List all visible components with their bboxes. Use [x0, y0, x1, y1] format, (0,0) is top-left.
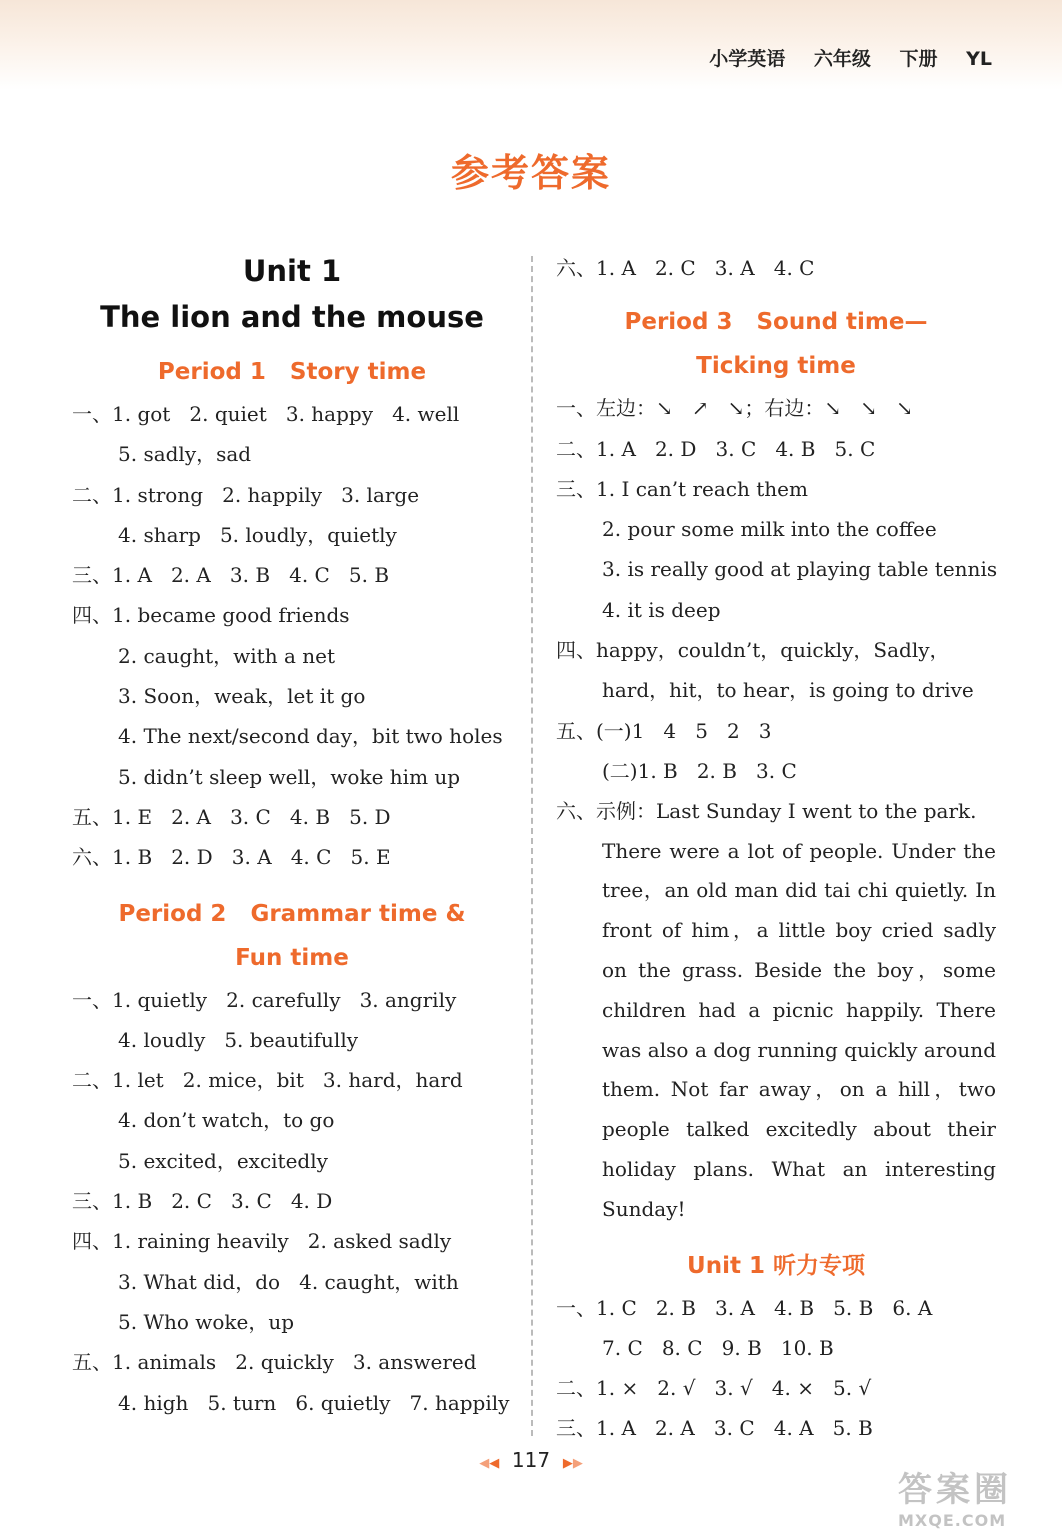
- period-1-title: Period 1 Story time: [157, 359, 427, 385]
- next-arrow-icon: ▶: [572, 1456, 583, 1471]
- answer-line: 三、1. I can’t reach them: [556, 476, 808, 501]
- answer-line: 三、1. A 2. A 3. B 4. C 5. B: [72, 563, 390, 588]
- answer-line: 三、1. A 2. A 3. C 4. A 5. B: [556, 1416, 873, 1441]
- answer-line: 五、(一)1 4 5 2 3: [556, 718, 772, 743]
- answer-line: 三、1. B 2. C 3. C 4. D: [72, 1189, 333, 1214]
- example-label: 六、示例：Last Sunday I went to the park.: [556, 799, 977, 824]
- answer-line: 五、1. E 2. A 3. C 4. B 5. D: [72, 804, 391, 829]
- header-subject: 小学英语: [709, 48, 786, 70]
- answer-line: 5. sadly，sad: [118, 442, 252, 467]
- watermark-text: 答案圈: [898, 1470, 1012, 1510]
- answer-line: 四、1. became good friends: [72, 603, 350, 628]
- prev-arrow-icon: ◀: [479, 1456, 490, 1471]
- answer-line: 4. loudly 5. beautifully: [118, 1027, 359, 1052]
- answer-line: 一、左边：↘ ↗ ↘；右边：↘ ↘ ↘: [556, 396, 913, 421]
- answer-line: 4. The next/second day，bit two holes: [118, 724, 503, 749]
- right-column: [556, 248, 996, 1449]
- column-divider: [531, 256, 533, 1436]
- answer-line: 四、1. raining heavily 2. asked sadly: [72, 1229, 452, 1254]
- answer-line: 二、1. let 2. mice，bit 3. hard，hard: [72, 1068, 463, 1093]
- answer-line: 一、1. quietly 2. carefully 3. angrily: [72, 987, 457, 1012]
- answer-line: 4. sharp 5. loudly，quietly: [118, 522, 397, 547]
- header-edition: YL: [966, 48, 992, 70]
- page-number: 117: [511, 1448, 551, 1472]
- example-paragraph: There were a lot of people. Under the tree，an old man did tai chi quietly. In front of him，a little boy cried sadly on the grass. Beside the boy，some children had a picnic happily. There was also a dog running quickly around them. Not far away，on a hill，two people talked excitedly about their holiday plans. What an interesting Sunday!: [602, 838, 996, 1221]
- page-title: 参考答案: [450, 151, 611, 195]
- answer-line: 二、1. strong 2. happily 3. large: [72, 482, 420, 507]
- answer-line: 五、1. animals 2. quickly 3. answered: [72, 1350, 477, 1375]
- header-grade: 六年级: [813, 48, 871, 70]
- answer-line: 一、1. got 2. quiet 3. happy 4. well: [72, 402, 460, 426]
- period-3-title: Period 3 Sound time—: [624, 309, 928, 336]
- answer-line: 二、1. × 2. √ 3. √ 4. × 5. √: [556, 1376, 872, 1401]
- answer-line: 二、1. A 2. D 3. C 4. B 5. C: [556, 436, 876, 461]
- answer-line: 4. don’t watch，to go: [118, 1108, 335, 1133]
- answer-line: 7. C 8. C 9. B 10. B: [602, 1335, 834, 1360]
- book-header: [687, 44, 992, 71]
- answer-line: 四、happy，couldn’t，quickly，Sadly，: [556, 638, 950, 663]
- answer-line: 5. Who woke，up: [118, 1309, 295, 1334]
- next-arrow-icon: ▶: [562, 1456, 573, 1471]
- header-volume: 下册: [899, 48, 938, 70]
- answer-line: 5. didn’t sleep well，woke him up: [118, 764, 461, 789]
- watermark-logo: [898, 1462, 1048, 1528]
- period-2-title: Period 2 Grammar time &: [118, 900, 466, 927]
- answer-line: 3. Soon，weak，let it go: [118, 684, 366, 709]
- answer-line: 3. is really good at playing table tennis: [602, 557, 998, 582]
- answer-line: 2. pour some milk into the coffee: [602, 517, 937, 542]
- unit-title: Unit 1: [242, 254, 342, 288]
- left-column: [72, 248, 512, 1423]
- period-2-title-cont: Fun time: [235, 944, 349, 971]
- answer-line: 4. high 5. turn 6. quietly 7. happily: [118, 1390, 510, 1415]
- answer-line: hard，hit，to hear，is going to drive: [602, 678, 974, 703]
- answer-line: 5. excited，excitedly: [118, 1148, 328, 1173]
- watermark-domain: MXQE.COM: [898, 1511, 1007, 1530]
- unit-subtitle: The lion and the mouse: [100, 300, 484, 334]
- answer-line: 一、1. C 2. B 3. A 4. B 5. B 6. A: [556, 1295, 933, 1320]
- period-3-title-cont: Ticking time: [696, 353, 856, 380]
- answer-line: 3. What did，do 4. caught，with: [118, 1269, 459, 1294]
- listening-title: Unit 1 听力专项: [687, 1252, 865, 1279]
- answer-line: 六、1. B 2. D 3. A 4. C 5. E: [72, 845, 391, 870]
- prev-arrow-icon: ◀: [489, 1456, 500, 1471]
- answer-line: 六、1. A 2. C 3. A 4. C: [556, 256, 815, 280]
- answer-line: (二)1. B 2. B 3. C: [602, 758, 797, 783]
- answer-line: 2. caught，with a net: [118, 643, 335, 668]
- answer-line: 4. it is deep: [602, 597, 721, 622]
